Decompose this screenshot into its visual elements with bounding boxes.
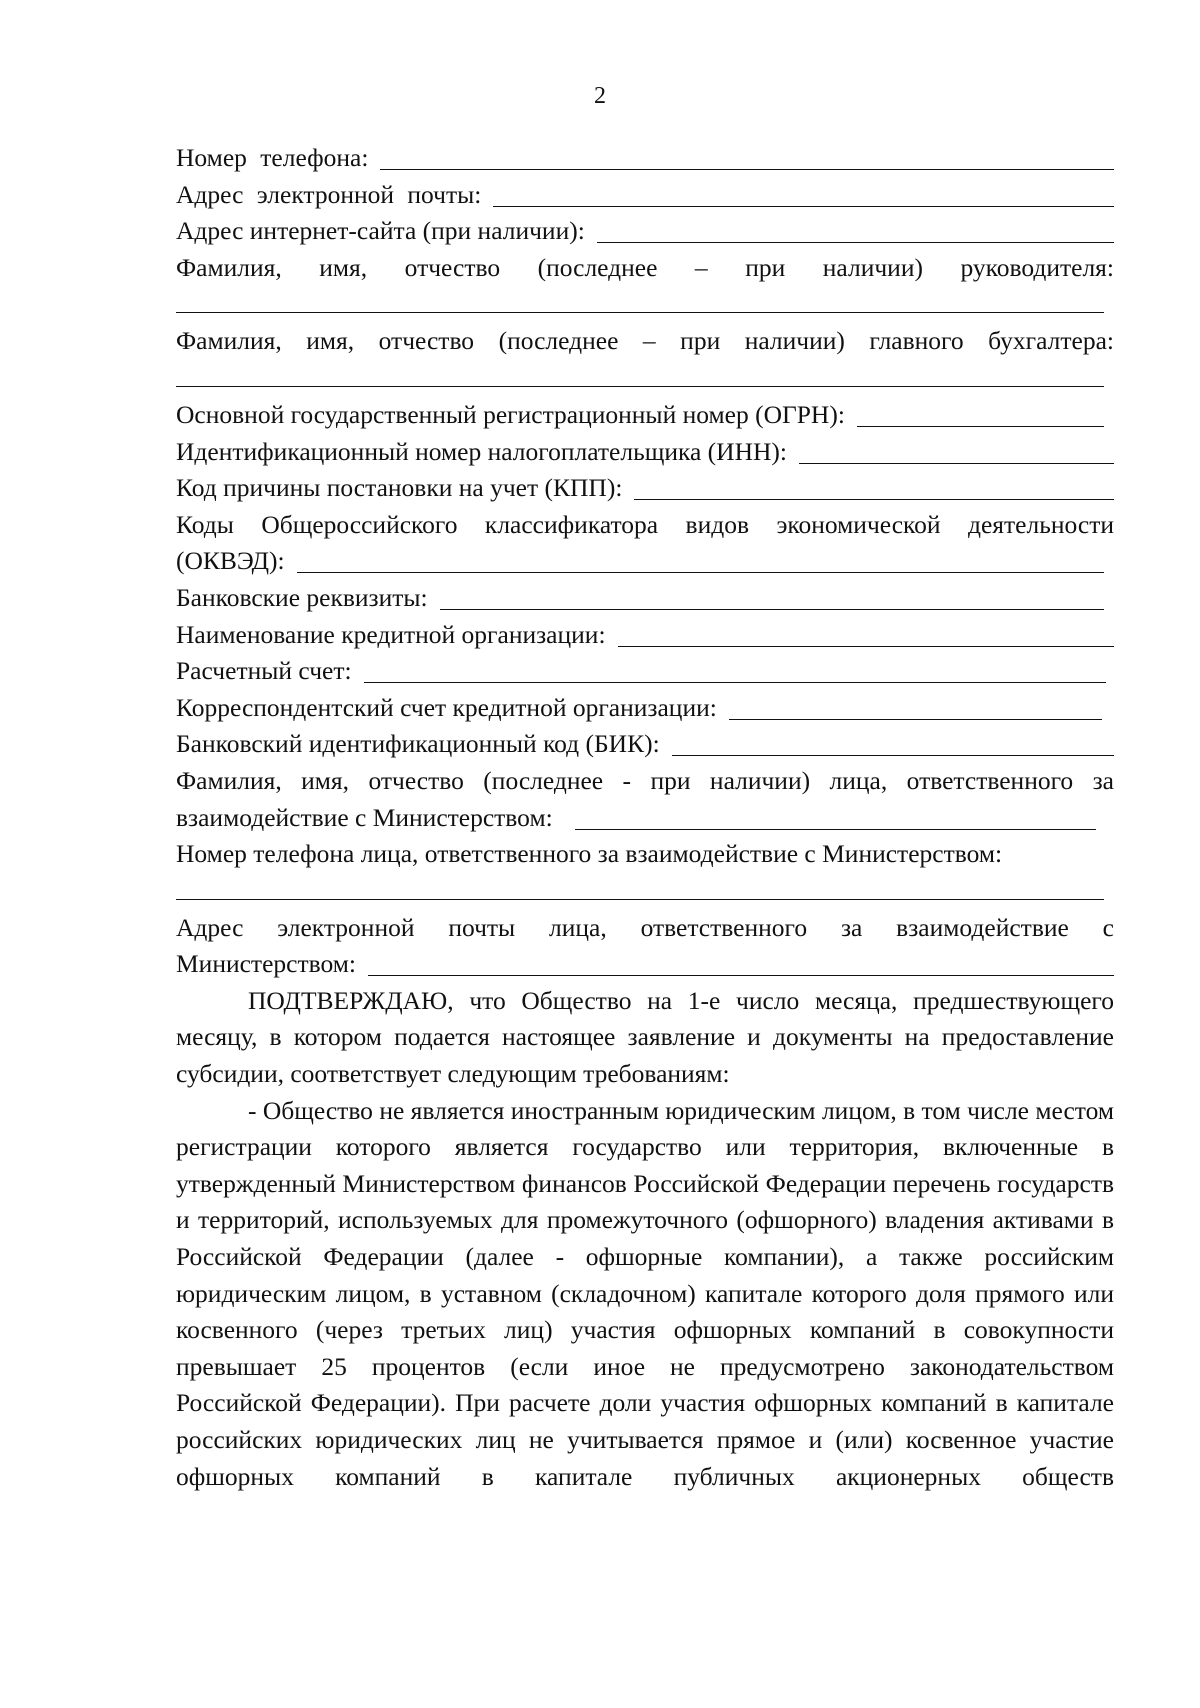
account-field xyxy=(176,653,1106,690)
accountant-label: Фамилия, имя, отчество (последнее – при наличии) главного бухгалтера: xyxy=(176,326,1114,356)
phone-fill-line[interactable] xyxy=(380,168,1114,170)
requirement-paragraph: - Общество не является иностранным юридическим лицом, в том числе местом регистрации которого является государство или территория, включенные в утвержденный Министерством финансов Российской Федерации перечень государств и территорий, используемых для промежуточного (офшорного) владения активами в Российской Федерации (далее - офшорные компании), а также российским юридическим лицом, в уставном (складочном) капитале которого доля прямого или косвенного (через третьих лиц) участия офшорных компаний в совокупности превышает 25 процентов (если иное не предусмотрено законодательством Российской Федерации). При расчете доли участия офшорных компаний в капитале российских юридических лиц не учитывается прямое и (или) косвенное участие офшорных компаний в капитале публичных акционерных обществ xyxy=(176,1095,1114,1491)
application-form xyxy=(176,140,1114,1495)
corr-account-fill-line[interactable] xyxy=(729,718,1102,720)
bik-fill-line[interactable] xyxy=(672,754,1114,756)
bank-details-label: Банковские реквизиты: xyxy=(176,582,428,612)
website-fill-line[interactable] xyxy=(597,241,1114,243)
ogrn-label: Основной государственный регистрационный номер (ОГРН): xyxy=(176,399,845,429)
contact-email-label-line1: Адрес электронной почты лица, ответственного за взаимодействие с xyxy=(176,912,1114,942)
inn-label: Идентификационный номер налогоплательщика (ИНН): xyxy=(176,436,787,466)
okved-field xyxy=(176,543,1104,580)
okved-label-line2: (ОКВЭД): xyxy=(176,546,285,576)
email-fill-line[interactable] xyxy=(493,205,1114,207)
contact-phone-label: Номер телефона лица, ответственного за взаимодействие с Министерством: xyxy=(176,839,1003,869)
contact-name-label-line1: Фамилия, имя, отчество (последнее - при наличии) лица, ответственного за xyxy=(176,765,1114,795)
email-field xyxy=(176,177,1114,214)
bik-field xyxy=(176,726,1114,763)
kpp-label: Код причины постановки на учет (КПП): xyxy=(176,473,623,503)
contact-email-fill-line[interactable] xyxy=(368,974,1114,976)
bank-details-field xyxy=(176,580,1104,617)
account-label: Расчетный счет: xyxy=(176,656,352,686)
corr-account-field xyxy=(176,690,1102,727)
contact-name-fill-line[interactable] xyxy=(575,828,1096,830)
director-label: Фамилия, имя, отчество (последнее – при наличии) руководителя: xyxy=(176,252,1114,282)
inn-fill-line[interactable] xyxy=(799,462,1114,464)
contact-email-label-line2: Министерством: xyxy=(176,949,356,979)
okved-fill-line[interactable] xyxy=(297,571,1104,573)
website-label: Адрес интернет-сайта (при наличии): xyxy=(176,216,585,246)
bik-label: Банковский идентификационный код (БИК): xyxy=(176,729,660,759)
okved-label-line1: Коды Общероссийского классификатора видов экономической деятельности xyxy=(176,509,1114,539)
contact-phone-fill-line[interactable] xyxy=(176,873,1104,900)
corr-account-label: Корреспондентский счет кредитной организации: xyxy=(176,692,717,722)
kpp-fill-line[interactable] xyxy=(634,498,1114,500)
phone-field xyxy=(176,140,1114,177)
inn-field xyxy=(176,434,1114,471)
ogrn-field xyxy=(176,397,1104,434)
account-fill-line[interactable] xyxy=(364,681,1106,683)
contact-email-field xyxy=(176,946,1114,983)
bank-name-label: Наименование кредитной организации: xyxy=(176,619,606,649)
contact-name-label-line2: взаимодействие с Министерством: xyxy=(176,802,553,832)
bank-details-fill-line[interactable] xyxy=(440,608,1104,610)
ogrn-fill-line[interactable] xyxy=(857,425,1104,427)
confirm-paragraph: ПОДТВЕРЖДАЮ, что Общество на 1-е число месяца, предшествующего месяцу, в котором подается настоящее заявление и документы на предоставление субсидии, соответствует следующим требованиям: xyxy=(176,985,1114,1089)
email-label: Адрес электронной почты: xyxy=(176,179,482,209)
director-fill-line[interactable] xyxy=(176,286,1104,313)
bank-name-fill-line[interactable] xyxy=(618,645,1114,647)
page-number: 2 xyxy=(594,83,606,109)
accountant-fill-line[interactable] xyxy=(176,360,1104,387)
contact-name-field xyxy=(176,800,1096,837)
kpp-field xyxy=(176,470,1114,507)
phone-label: Номер телефона: xyxy=(176,143,369,172)
website-field xyxy=(176,213,1114,250)
bank-name-field xyxy=(176,617,1114,654)
